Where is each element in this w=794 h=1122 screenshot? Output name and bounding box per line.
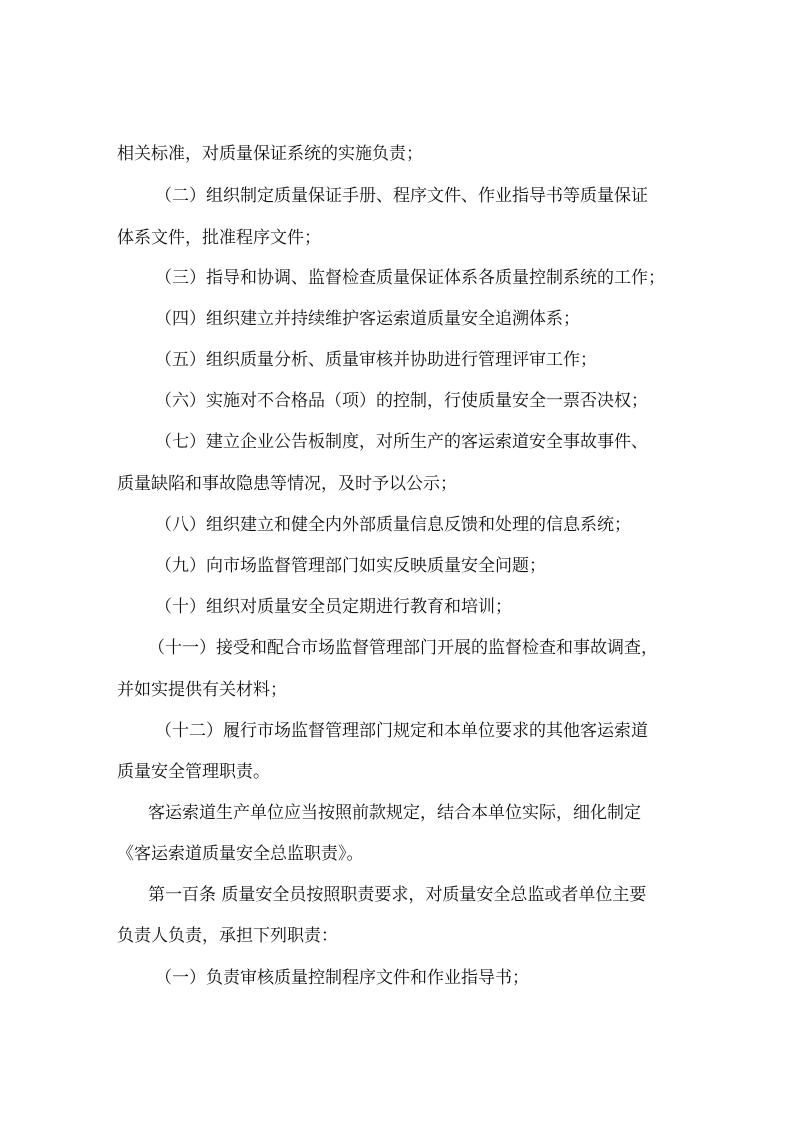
text-line: （三）指导和协调、监督检查质量保证体系各质量控制系统的工作；	[155, 268, 665, 288]
text-line: 质量缺陷和事故隐患等情况，及时予以公示；	[117, 474, 457, 494]
text-line: 《客运索道质量安全总监职责》。	[117, 844, 364, 864]
text-line: （二）组织制定质量保证手册、程序文件、作业指导书等质量保证	[155, 186, 648, 206]
text-line: （五）组织质量分析、质量审核并协助进行管理评审工作；	[155, 350, 597, 370]
text-line: （四）组织建立并持续维护客运索道质量安全追溯体系；	[155, 309, 580, 329]
text-line: 第一百条 质量安全员按照职责要求，对质量安全总监或者单位主要	[148, 885, 647, 905]
text-line: 质量安全管理职责。	[117, 762, 270, 782]
text-line: （六）实施对不合格品（项）的控制，行使质量安全一票否决权；	[155, 391, 648, 411]
text-line: 相关标准，对质量保证系统的实施负责；	[117, 144, 423, 164]
text-line: 并如实提供有关材料；	[117, 680, 287, 700]
text-line: （八）组织建立和健全内外部质量信息反馈和处理的信息系统；	[155, 515, 631, 535]
text-line: （十二）履行市场监督管理部门规定和本单位要求的其他客运索道	[155, 721, 648, 741]
text-line: 负责人负责，承担下列职责：	[117, 926, 338, 946]
text-line: （十一）接受和配合市场监督管理部门开展的监督检查和事故调查，	[148, 638, 658, 658]
text-line: 客运索道生产单位应当按照前款规定，结合本单位实际，细化制定	[148, 803, 641, 823]
text-line: 体系文件，批准程序文件；	[117, 228, 321, 248]
text-line: （十）组织对质量安全员定期进行教育和培训；	[155, 597, 512, 617]
text-line: （一）负责审核质量控制程序文件和作业指导书；	[155, 968, 529, 988]
text-line: （七）建立企业公告板制度，对所生产的客运索道安全事故事件、	[155, 432, 648, 452]
text-line: （九）向市场监督管理部门如实反映质量安全问题；	[155, 556, 546, 576]
